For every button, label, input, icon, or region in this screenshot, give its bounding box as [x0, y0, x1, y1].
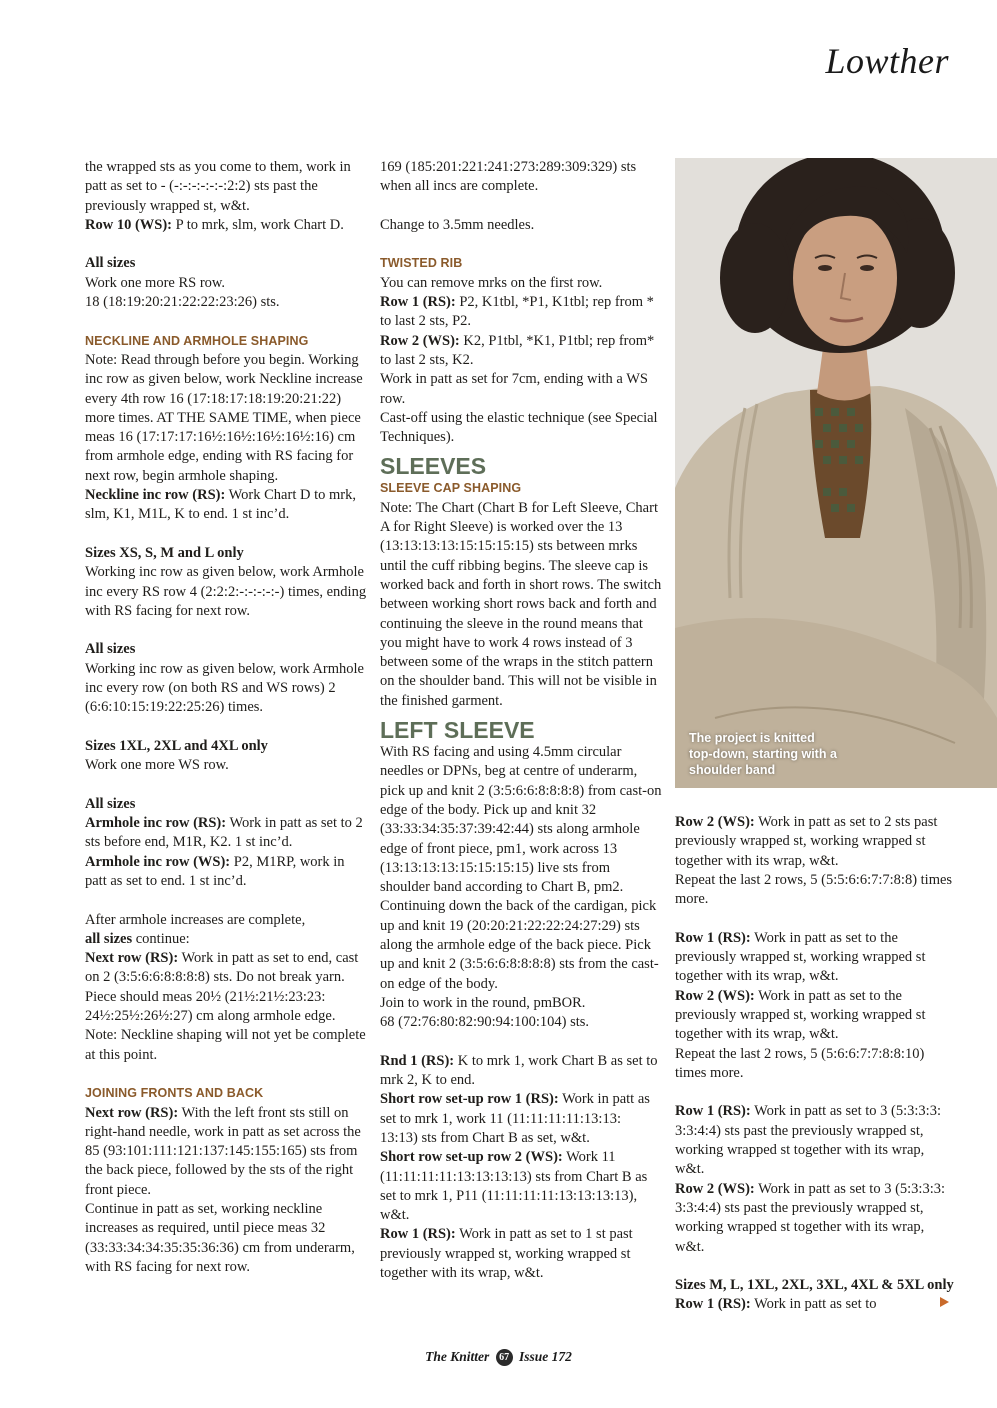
instruction-paragraph [85, 158, 367, 216]
section-subheading: TWISTED RIB [380, 256, 463, 271]
instruction-paragraph [85, 351, 367, 486]
instruction-text: Work in patt as set to 1 st past previously wrapped st, working wrapped st together with its wrap, w&t. [380, 1226, 633, 1282]
text-column-1 [85, 158, 367, 1277]
instruction-text: Working inc row as given below, work Armhole inc every RS row 4 (2:2:2:-:-:-:-:-) times, ending with RS facing for next row. [85, 564, 367, 619]
instruction-paragraph [85, 911, 367, 930]
instruction-text: 68 (72:76:80:82:90:94:100:104) sts. [380, 1014, 590, 1031]
instruction-paragraph [85, 949, 367, 988]
paragraph-gap [85, 312, 367, 331]
page-title: Lowther [825, 41, 949, 81]
row-label: Row 1 (RS): [380, 1226, 456, 1243]
instruction-paragraph [380, 293, 662, 332]
instruction-paragraph [85, 274, 367, 293]
instruction-paragraph [380, 158, 662, 197]
row-label: Row 1 (RS): [380, 294, 456, 311]
instruction-paragraph [85, 853, 367, 892]
row-label: Row 2 (WS): [380, 332, 460, 349]
instruction-text: Work in patt as set to end, cast on 2 (3:5:6:6:8:8:8:8) sts. Do not break yarn. [85, 950, 359, 986]
instruction-text: Work in patt as set to 3 (5:3:3:3: 3:3:4:4) sts past the previously wrapped st, working wrapped st together with its wrap, w&t. [675, 1103, 941, 1178]
paragraph-gap [85, 891, 367, 910]
instruction-text: Work one more RS row. [85, 274, 226, 291]
instruction-paragraph [380, 1148, 662, 1225]
section-subheading: NECKLINE AND ARMHOLE SHAPING [85, 333, 309, 348]
instruction-paragraph [380, 1090, 662, 1148]
row-label: Armhole inc row (RS): [85, 815, 227, 832]
model-photo [675, 158, 997, 788]
instruction-text: Work in patt as set to the previously wrapped st, working wrapped st together with its wrap, w&t. [675, 987, 926, 1043]
instruction-paragraph [675, 929, 957, 987]
row-label: Row 1 (RS): [675, 929, 751, 946]
instruction-text: Continue in patt as set, working neckline increases as required, until piece meas 32 (33:33:34:34:35:35:36:36) cm from underarm, with RS facing for next row. [85, 1201, 355, 1275]
instruction-text: With RS facing and using 4.5mm circular needles or DPNs, beg at centre of underarm, pick up and knit 2 (3:5:6:6:8:8:8:8) from cast-on edge of the body. Pick up and knit 32 (33:33:34:35:37:39:42:44) sts along armhole edge of front piece, pm1, work across 13 (13:13:13:13:15:15:15:15) live sts from shoulder band according to Chart B, pm2. Continuing down the back of the cardigan, pick up and knit 19 (20:20:21:22:22:24:27:29) sts along the armhole edge of the back piece. Pick up and knit 2 (3:5:6:6:8:8:8:8) sts from the cast-on edge of the body. [380, 744, 662, 992]
size-heading: Sizes XS, S, M and L only [85, 544, 244, 561]
row-label: Row 1 (RS): [675, 1103, 751, 1120]
instruction-text: Working inc row as given below, work Armhole inc every row (on both RS and WS rows) 2 (6:6:10:15:19:22:25:26) times. [85, 660, 364, 716]
instruction-paragraph [85, 930, 367, 949]
instruction-paragraph [380, 743, 662, 994]
instruction-paragraph [85, 293, 367, 312]
instruction-text: K2, P1tbl, *K1, P1tbl; rep from* to last 2 sts, K2. [380, 332, 655, 368]
instruction-paragraph [380, 370, 662, 409]
row-label: Next row (RS): [85, 1104, 179, 1121]
size-heading: Sizes M, L, 1XL, 2XL, 3XL, 4XL & 5XL only [675, 1277, 954, 1294]
paragraph-gap [85, 776, 367, 795]
instruction-text: Work in patt as set to the previously wrapped st, working wrapped st together with its wrap, w&t. [675, 929, 926, 985]
instruction-paragraph [380, 1225, 662, 1283]
instruction-paragraph [675, 813, 957, 871]
instruction-paragraph [675, 987, 957, 1045]
photo-illustration [675, 158, 997, 788]
instruction-text: Work in patt as set to 3 (5:3:3:3: 3:3:4:4) sts past the previously wrapped st, working wrapped st together with its wrap, w&t. [675, 1180, 946, 1255]
page-footer [0, 1349, 997, 1366]
instruction-text: After armhole increases are complete, [85, 911, 306, 928]
instruction-paragraph [85, 814, 367, 853]
instruction-paragraph [675, 1045, 957, 1084]
row-label: Next row (RS): [85, 950, 179, 967]
instruction-paragraph [85, 216, 367, 235]
paragraph-gap [380, 197, 662, 216]
instruction-text: continue: [132, 930, 190, 947]
instruction-text: Work 11 (11:11:11:11:13:13:13:13) sts from Chart B as set to mrk 1, P11 (11:11:11:11:13:13:13:13), w&t. [380, 1149, 648, 1224]
instruction-paragraph [85, 486, 367, 525]
instruction-text: P to mrk, slm, work Chart D. [172, 216, 344, 233]
instruction-paragraph [380, 216, 662, 235]
instruction-text: P2, K1tbl, *P1, K1tbl; rep from * to last 2 sts, P2. [380, 294, 654, 330]
instruction-text: K to mrk 1, work Chart B as set to mrk 2, K to end. [380, 1052, 658, 1089]
row-label: Short row set-up row 1 (RS): [380, 1091, 559, 1108]
size-heading: All sizes [85, 255, 136, 272]
instruction-text: Work one more WS row. [85, 757, 229, 774]
instruction-text: the wrapped sts as you come to them, work in patt as set to - (-:-:-:-:-:-:2:2) sts past the previously wrapped st, w&t. [85, 159, 351, 214]
size-heading: Sizes 1XL, 2XL and 4XL only [85, 737, 268, 754]
instruction-text: 18 (18:19:20:21:22:22:23:26) sts. [85, 294, 280, 311]
instruction-paragraph [380, 499, 662, 711]
instruction-paragraph [85, 988, 367, 1065]
instruction-paragraph [380, 332, 662, 371]
paragraph-gap [85, 235, 367, 254]
instruction-paragraph [85, 756, 367, 775]
row-label: Row 2 (WS): [675, 1180, 755, 1197]
size-heading: All sizes [85, 795, 136, 812]
paragraph-gap [85, 718, 367, 737]
instruction-text: Note: Read through before you begin. Working inc row as given below, work Neckline increase every 4th row 16 (17:18:17:18:19:20:21:22) more times. AT THE SAME TIME, when piece meas 16 (17:17:17:16½:16½:16½:16½:16) cm from armhole edge, ending with RS facing for next row, begin armhole shaping. [85, 351, 363, 484]
photo-caption: The project is knitted top-down, starting with a shoulder band [689, 731, 837, 777]
instruction-paragraph [380, 1013, 662, 1032]
instruction-text: Work in patt as set to 2 sts past previously wrapped st, working wrapped st together with its wrap, w&t. [675, 814, 938, 869]
instruction-text: With the left front sts still on right-hand needle, work in patt as set across the 85 (93:101:111:121:137:145:155:165) sts from the back piece, followed by the sts of the right front piece. [85, 1104, 361, 1198]
section-heading: SLEEVES [380, 453, 487, 480]
footer-magazine: The Knitter [425, 1349, 490, 1364]
row-label: Row 2 (WS): [675, 987, 755, 1004]
paragraph-gap [675, 1083, 957, 1102]
paragraph-gap [85, 1065, 367, 1084]
row-label: Row 2 (WS): [675, 814, 755, 830]
instruction-text: 169 (185:201:221:241:273:289:309:329) sts when all incs are complete. [380, 159, 637, 195]
size-heading: All sizes [85, 641, 136, 658]
instruction-text: Change to 3.5mm needles. [380, 216, 535, 233]
row-label: Short row set-up row 2 (WS): [380, 1149, 563, 1166]
instruction-paragraph [380, 409, 662, 448]
instruction-text: Join to work in the round, pmBOR. [380, 994, 586, 1011]
instruction-paragraph [85, 660, 367, 718]
row-label: all sizes [85, 930, 133, 947]
section-heading: LEFT SLEEVE [380, 717, 535, 744]
paragraph-gap [380, 235, 662, 254]
paragraph-gap [85, 525, 367, 544]
instruction-text: Repeat the last 2 rows, 5 (5:6:6:7:7:8:8:10) times more. [675, 1045, 925, 1081]
instruction-paragraph [675, 1102, 957, 1179]
row-label: Rnd 1 (RS): [380, 1052, 455, 1069]
paragraph-gap [380, 1032, 662, 1051]
paragraph-gap [675, 909, 957, 928]
instruction-text: P2, M1RP, work in patt as set to end. 1 st inc’d. [85, 853, 345, 889]
instruction-text: Work in patt as set for 7cm, ending with a WS row. [380, 371, 648, 407]
text-column-3 [675, 813, 957, 1315]
instruction-paragraph [380, 994, 662, 1013]
continue-arrow-icon [940, 1297, 949, 1307]
instruction-paragraph [675, 1180, 957, 1257]
section-subheading: SLEEVE CAP SHAPING [380, 481, 522, 496]
instruction-paragraph [380, 274, 662, 293]
paragraph-gap [85, 621, 367, 640]
instruction-text: Work in patt as set to 2 sts before end, M1R, K2. 1 st inc’d. [85, 815, 363, 851]
instruction-text: Work in patt as set to mrk 1, work 11 (11:11:11:11:13:13: 13:13) sts from Chart B as set, w&t. [380, 1091, 650, 1146]
instruction-text: Note: The Chart (Chart B for Left Sleeve, Chart A for Right Sleeve) is worked over the 13 (13:13:13:13:15:15:15:15) sts between mrks until the cuff ribbing begins. The sleeve cap is worked back and forth in short rows. The switch between working short rows back and forth and continuing the sleeve in the round means that you might have to work 4 rows instead of 3 between some of the wraps in the stitch pattern on the shoulder band. This will not be visible in the finished garment. [380, 499, 662, 709]
instruction-text: Work Chart D to mrk, slm, K1, M1L, K to end. 1 st inc’d. [85, 487, 356, 523]
page-number: 67 [496, 1349, 513, 1366]
instruction-text: Piece should meas 20½ (21½:21½:23:23: 24½:25½:26½:27) cm along armhole edge. Note: Neckline shaping will not yet be complete at this point. [85, 988, 366, 1063]
instruction-text: Work in patt as set to [750, 1296, 877, 1313]
instruction-paragraph [675, 871, 957, 910]
row-label: Row 10 (WS): [85, 216, 172, 233]
instruction-text: Cast-off using the elastic technique (see Special Techniques). [380, 409, 658, 446]
row-label: Neckline inc row (RS): [85, 487, 226, 504]
instruction-paragraph [85, 563, 367, 621]
instruction-paragraph [380, 1052, 662, 1091]
instruction-paragraph [85, 1104, 367, 1200]
footer-issue: Issue 172 [519, 1349, 572, 1364]
text-column-2 [380, 158, 662, 1283]
row-label: Row 1 (RS): [675, 1296, 751, 1313]
section-subheading: JOINING FRONTS AND BACK [85, 1086, 264, 1101]
instruction-text: Repeat the last 2 rows, 5 (5:5:6:6:7:7:8:8) times more. [675, 871, 953, 908]
instruction-text: You can remove mrks on the first row. [380, 274, 603, 291]
row-label: Armhole inc row (WS): [85, 853, 231, 870]
paragraph-gap [675, 1257, 957, 1276]
instruction-paragraph [675, 1295, 957, 1314]
instruction-paragraph [85, 1200, 367, 1277]
